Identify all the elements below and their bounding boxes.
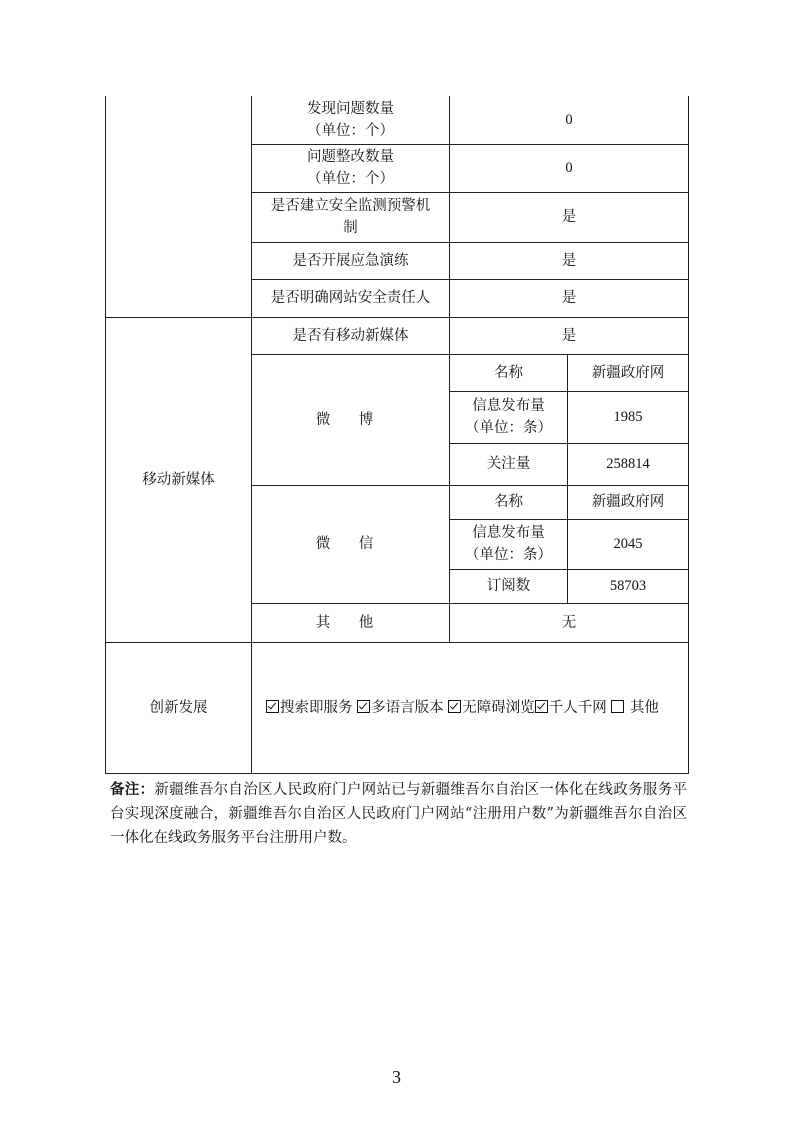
checkbox-checked-icon[interactable] xyxy=(266,700,279,713)
checkbox-checked-icon[interactable] xyxy=(448,700,461,713)
emergency-drill-value: 是 xyxy=(450,242,689,279)
row-innovation xyxy=(106,642,689,773)
security-warning-value: 是 xyxy=(450,192,689,242)
has-mobile-media-value: 是 xyxy=(450,317,689,354)
page-number: 3 xyxy=(392,1067,401,1087)
weibo-publish-value: 1985 xyxy=(568,391,689,443)
checkbox-checked-icon[interactable] xyxy=(357,700,370,713)
has-mobile-media-label: 是否有移动新媒体 xyxy=(252,317,450,354)
wechat-publish-label: 信息发布量 （单位：条） xyxy=(450,519,568,569)
option-multilingual[interactable]: 多语言版本 xyxy=(357,700,444,716)
footnote-text: 新疆维吾尔自治区人民政府门户网站已与新疆维吾尔自治区一体化在线政务服务平台实现深度融合，新疆维吾尔自治区人民政府门户网站“注册用户数”为新疆维吾尔自治区一体化在线政务服务平台注册用户数。 xyxy=(110,782,688,846)
other-media-value: 无 xyxy=(450,603,689,642)
security-category-cell xyxy=(106,96,252,317)
mobile-category-cell: 移动新媒体 xyxy=(106,317,252,642)
wechat-subscribers-label: 订阅数 xyxy=(450,569,568,603)
weibo-publish-label: 信息发布量 （单位：条） xyxy=(450,391,568,443)
option-other[interactable]: 其他 xyxy=(611,700,659,716)
wechat-name-label: 名称 xyxy=(450,485,568,519)
security-officer-value: 是 xyxy=(450,279,689,317)
checkbox-checked-icon[interactable] xyxy=(535,700,548,713)
footnote-prefix: 备注： xyxy=(110,781,155,798)
wechat-publish-value: 2045 xyxy=(568,519,689,569)
issues-fixed-label: 问题整改数量 （单位：个） xyxy=(252,144,450,192)
innovation-category-cell: 创新发展 xyxy=(106,642,252,773)
checkbox-unchecked-icon[interactable] xyxy=(611,700,624,713)
footnote xyxy=(110,778,687,850)
emergency-drill-label: 是否开展应急演练 xyxy=(252,242,450,279)
option-search-service[interactable]: 搜索即服务 xyxy=(266,700,353,716)
security-warning-label: 是否建立安全监测预警机 制 xyxy=(252,192,450,242)
issues-found-value: 0 xyxy=(450,96,689,144)
issues-found-label: 发现问题数量 （单位：个） xyxy=(252,96,450,144)
security-officer-label: 是否明确网站安全责任人 xyxy=(252,279,450,317)
wechat-label: 微 信 xyxy=(252,485,450,603)
option-personalized-site[interactable]: 千人千网 xyxy=(535,700,607,716)
option-accessibility[interactable]: 无障碍浏览 xyxy=(448,700,535,716)
other-media-label: 其 他 xyxy=(252,603,450,642)
weibo-name-label: 名称 xyxy=(450,354,568,391)
row-has-mobile-media xyxy=(106,317,689,354)
wechat-subscribers-value: 58703 xyxy=(568,569,689,603)
wechat-name-value: 新疆政府网 xyxy=(568,485,689,519)
row-issues-found xyxy=(106,96,689,144)
weibo-name-value: 新疆政府网 xyxy=(568,354,689,391)
weibo-followers-label: 关注量 xyxy=(450,443,568,485)
report-table xyxy=(105,96,689,774)
weibo-label: 微 博 xyxy=(252,354,450,485)
issues-fixed-value: 0 xyxy=(450,144,689,192)
weibo-followers-value: 258814 xyxy=(568,443,689,485)
innovation-options xyxy=(252,642,689,773)
